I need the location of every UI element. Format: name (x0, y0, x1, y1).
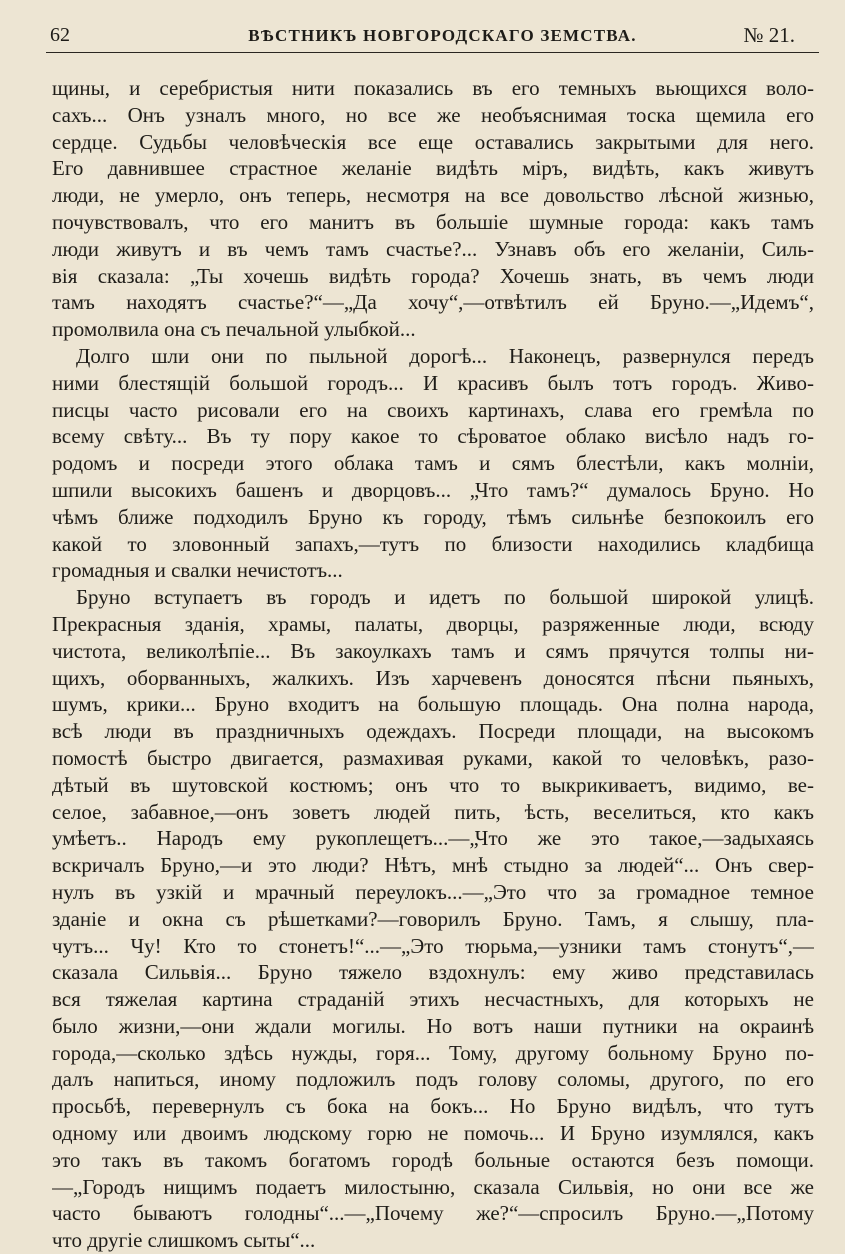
text-line: сахъ... Онъ узналъ много, но все же необъяснимая тоска щемила его (52, 102, 814, 127)
text-line: люди, не умерло, онъ теперь, несмотря на все довольство лѣсной жизнью, (52, 183, 814, 208)
text-line: чѣмъ ближе подходилъ Бруно къ городу, тѣмъ сильнѣе безпокоилъ его (52, 504, 814, 529)
text-line: шумъ, крики... Бруно входитъ на большую площадь. Она полна народа, (52, 692, 814, 717)
journal-title: ВѢСТНИКЪ НОВГОРОДСКАГО ЗЕМСТВА. (248, 26, 637, 45)
text-line: что другіе слишкомъ сыты“... (52, 1228, 316, 1253)
text-line: почувствовалъ, что его манитъ въ большіе шумные города: какъ тамъ (52, 209, 814, 234)
text-line: сказала Сильвія... Бруно тяжело вздохнулъ: ему живо представилась (52, 960, 814, 985)
text-line: далъ напиться, иному подложилъ подъ голову соломы, другого, по его (52, 1067, 814, 1092)
text-line: было жизни,—они ждали могилы. Но вотъ наши путники на окраинѣ (52, 1013, 814, 1038)
text-line: зданіе и окна съ рѣшетками?—говорилъ Бруно. Тамъ, я слышу, пла- (52, 906, 814, 931)
text-line: чистота, великолѣпіе... Въ закоулкахъ тамъ и сямъ прячутся толпы ни- (52, 638, 814, 663)
text-line: это такъ въ такомъ богатомъ городѣ больные остаются безъ помощи. (52, 1147, 814, 1172)
text-line: одному или двоимъ людскому горю не помочь... И Бруно изумлялся, какъ (52, 1121, 814, 1146)
text-line: Долго шли они по пыльной дорогѣ... Наконецъ, развернулся передъ (76, 343, 814, 368)
text-line: всему свѣту... Въ ту пору какое то сѣроватое облако висѣло надъ го- (52, 424, 814, 449)
text-line: Его давнившее страстное желаніе видѣть міръ, видѣть, какъ живутъ (52, 156, 814, 181)
text-line: нулъ въ узкій и мрачный переулокъ...—„Это что за громадное темное (52, 879, 814, 904)
text-line: часто бываютъ голодны“...—„Почему же?“—спросилъ Бруно.—„Потому (52, 1201, 814, 1226)
issue-number: № 21. (743, 23, 795, 47)
page-header (46, 14, 809, 54)
text-line: щины, и серебристыя нити показались въ его темныхъ вьющихся воло- (52, 76, 814, 100)
text-line: —„Городъ нищимъ подаетъ милостыню, сказала Сильвія, но они все же (52, 1174, 814, 1199)
text-line: щихъ, оборванныхъ, жалкихъ. Изъ харчевенъ доносятся пѣсни пьяныхъ, (52, 665, 814, 690)
text-line: дѣтый въ шутовской костюмъ; онъ что то выкрикиваетъ, видимо, ве- (52, 772, 814, 797)
text-line: шпили высокихъ башенъ и дворцовъ... „Что тамъ?“ думалось Бруно. Но (52, 477, 814, 502)
text-line: вія сказала: „Ты хочешь видѣть города? Хочешь знать, въ чемъ люди (52, 263, 814, 288)
text-line: селое, забавное,—онъ зоветъ людей пить, ѣсть, веселиться, кто какъ (52, 799, 814, 824)
text-line: города,—сколько здѣсь нужды, горя... Тому, другому больному Бруно по- (52, 1040, 814, 1065)
article-body (52, 75, 814, 1254)
text-line: родомъ и посреди этого облака тамъ и сямъ блестѣли, какъ молніи, (52, 451, 814, 476)
text-line: писцы часто рисовали его на своихъ картинахъ, слава его гремѣла по (52, 397, 814, 422)
text-line: чутъ... Чу! Кто то стонетъ!“...—„Это тюрьма,—узники тамъ стонутъ“,— (52, 933, 814, 958)
text-line: громадныя и свалки нечистотъ... (52, 558, 343, 583)
page-number: 62 (50, 24, 70, 46)
text-line: умѣетъ.. Народъ ему рукоплещетъ...—„Что же это такое,—задыхаясь (52, 826, 814, 851)
text-line: вся тяжелая картина страданій этихъ несчастныхъ, для которыхъ не (52, 987, 814, 1012)
text-line: какой то зловонный запахъ,—тутъ по близости находились кладбища (52, 531, 814, 556)
header-rule (46, 52, 819, 53)
text-line: вскричалъ Бруно,—и это люди? Нѣтъ, мнѣ стыдно за людей“... Онъ свер- (52, 853, 814, 878)
text-line: Бруно вступаетъ въ городъ и идетъ по большой широкой улицѣ. (76, 585, 814, 610)
text-line: ними блестящій большой городъ... И красивъ былъ тотъ городъ. Живо- (52, 370, 814, 395)
text-line: люди живутъ и въ чемъ тамъ счастье?... Узнавъ объ его желаніи, Силь- (52, 236, 814, 261)
text-line: Прекрасныя зданія, храмы, палаты, дворцы, разряженные люди, всюду (52, 611, 814, 636)
text-line: всѣ люди въ праздничныхъ одеждахъ. Посреди площади, на высокомъ (52, 719, 814, 744)
text-line: промолвила она съ печальной улыбкой... (52, 317, 416, 342)
text-line: просьбѣ, перевернулъ съ бока на бокъ... Но Бруно видѣлъ, что тутъ (52, 1094, 814, 1119)
text-line: тамъ находятъ счастье?“—„Да хочу“,—отвѣтилъ ей Бруно.—„Идемъ“, (52, 290, 814, 315)
text-line: сердце. Судьбы человѣческія все еще оставались закрытыми для него. (52, 129, 814, 154)
text-line: помостѣ быстро двигается, размахивая руками, какой то человѣкъ, разо- (52, 745, 814, 770)
